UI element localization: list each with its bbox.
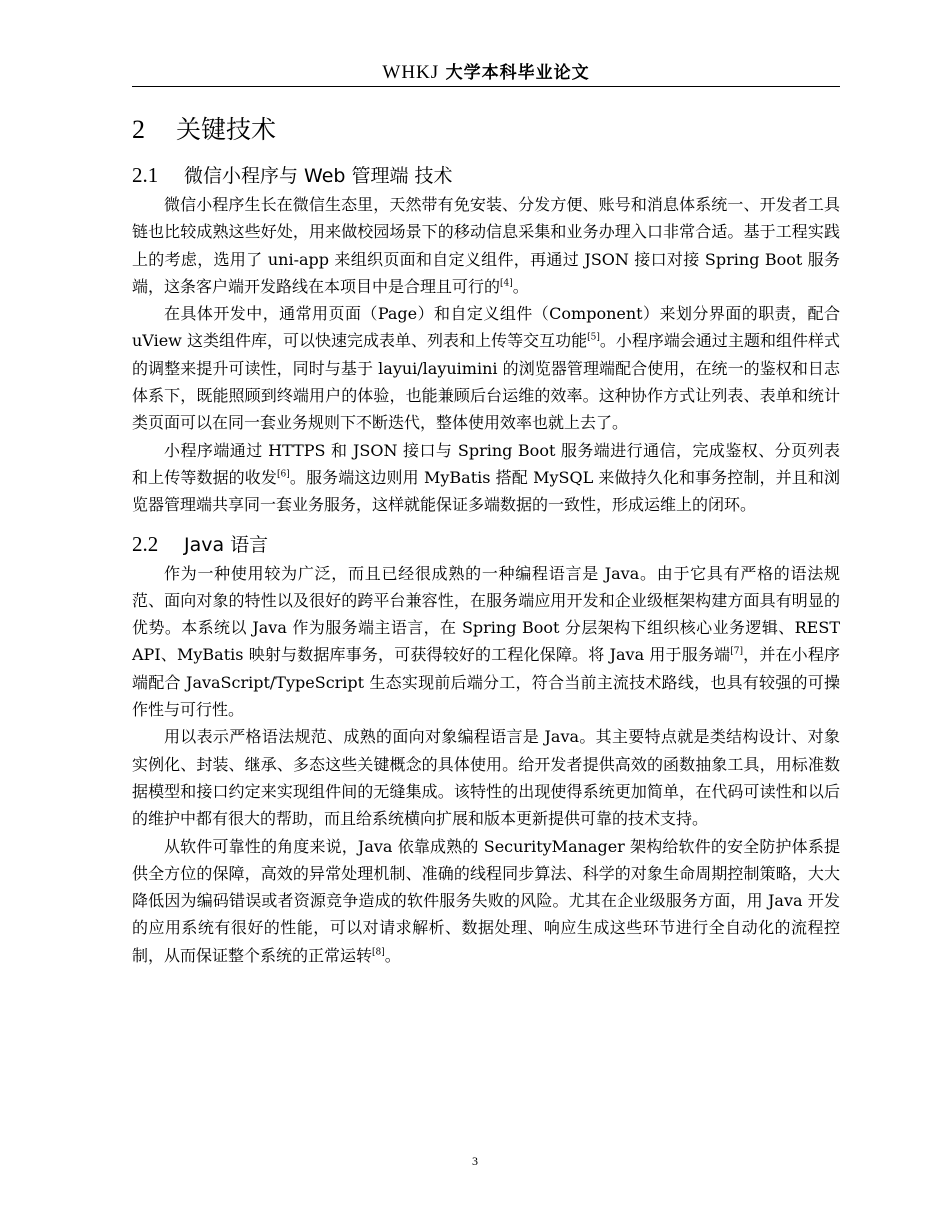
chapter-heading (132, 110, 840, 150)
paragraph: 在具体开发中，通常用页面（Page）和自定义组件（Component）来划分界面的职责，配合 uView 这类组件库，可以快速完成表单、列表和上传等交互功能[5]。小程序端会通过主题和组件样式的调整来提升可读性，同时与基于 layui/layuimini 的浏览器管理端配合使用，在统一的鉴权和日志体系下，既能照顾到终端用户的体验，也能兼顾后台运维的效率。这种协作方式让列表、表单和统计类页面可以在同一套业务规则下不断迭代，整体使用效率也就上去了。 (132, 304, 840, 433)
section-number: 2.2 (132, 531, 159, 556)
page-body (132, 110, 840, 969)
running-header (132, 58, 840, 84)
chapter-title: 关键技术 (176, 115, 277, 144)
paragraph: 小程序端通过 HTTPS 和 JSON 接口与 Spring Boot 服务端进行通信，完成鉴权、分页列表和上传等数据的收发[6]。服务端这边则用 MyBatis 搭配 MySQL 来做持久化和事务控制，并且和浏览器管理端共享同一套业务服务，这样就能保证多端数据的一致性，形成运维上的闭环。 (132, 440, 840, 515)
paragraph: 从软件可靠性的角度来说，Java 依靠成熟的 SecurityManager 架构给软件的安全防护体系提供全方位的保障，高效的异常处理机制、准确的线程同步算法、科学的对象生命周期控制策略，大大降低因为编码错误或者资源竞争造成的软件服务失败的风险。尤其在企业级服务方面，用 Java 开发的应用系统有很好的性能，可以对请求解析、数据处理、响应生成这些环节进行全自动化的流程控制，从而保证整个系统的正常运转[8]。 (132, 836, 840, 965)
citation: [7] (730, 647, 743, 658)
citation: [8] (372, 947, 385, 958)
citation: [6] (277, 469, 290, 480)
chapter-number: 2 (132, 115, 145, 144)
section-title: Java 语言 (184, 533, 269, 556)
citation: [4] (500, 278, 513, 289)
section-title: 微信小程序与 Web 管理端 技术 (184, 165, 453, 187)
header-thesis-title: 大学本科毕业论文 (445, 63, 590, 83)
header-rule (132, 86, 840, 87)
section-number: 2.1 (132, 163, 159, 187)
paragraph: 作为一种使用较为广泛，而且已经很成熟的一种编程语言是 Java。由于它具有严格的语法规范、面向对象的特性以及很好的跨平台兼容性，在服务端应用开发和企业级框架构建方面具有明显的优势。本系统以 Java 作为服务端主语言，在 Spring Boot 分层架构下组织核心业务逻辑、REST API、MyBatis 映射与数据库事务，可获得较好的工程化保障。将 Java 用于服务端[7]，并在小程序端配合 JavaScript/TypeScript 生态实现前后端分工，符合当前主流技术路线，也具有较强的可操作性与可行性。 (132, 563, 840, 720)
paragraph: 微信小程序生长在微信生态里，天然带有免安装、分发方便、账号和消息体系统一、开发者工具链也比较成熟这些好处，用来做校园场景下的移动信息采集和业务办理入口非常合适。基于工程实践上的考虑，选用了 uni-app 来组织页面和自定义组件，再通过 JSON 接口对接 Spring Boot 服务端，这条客户端开发路线在本项目中是合理且可行的[4]。 (132, 195, 840, 296)
header-institution: WHKJ (382, 62, 440, 83)
section-heading (132, 160, 840, 191)
paragraph: 用以表示严格语法规范、成熟的面向对象编程语言是 Java。其主要特点就是类结构设计、对象实例化、封装、继承、多态这些关键概念的具体使用。给开发者提供高效的函数抽象工具，用标准数据模型和接口约定来实现组件间的无缝集成。该特性的出现使得系统更加简单，在代码可读性和以后的维护中都有很大的帮助，而且给系统横向扩展和版本更新提供可靠的技术支持。 (132, 727, 840, 829)
citation: [5] (587, 333, 600, 344)
page-number: 3 (472, 1154, 478, 1168)
section-heading (132, 529, 840, 560)
